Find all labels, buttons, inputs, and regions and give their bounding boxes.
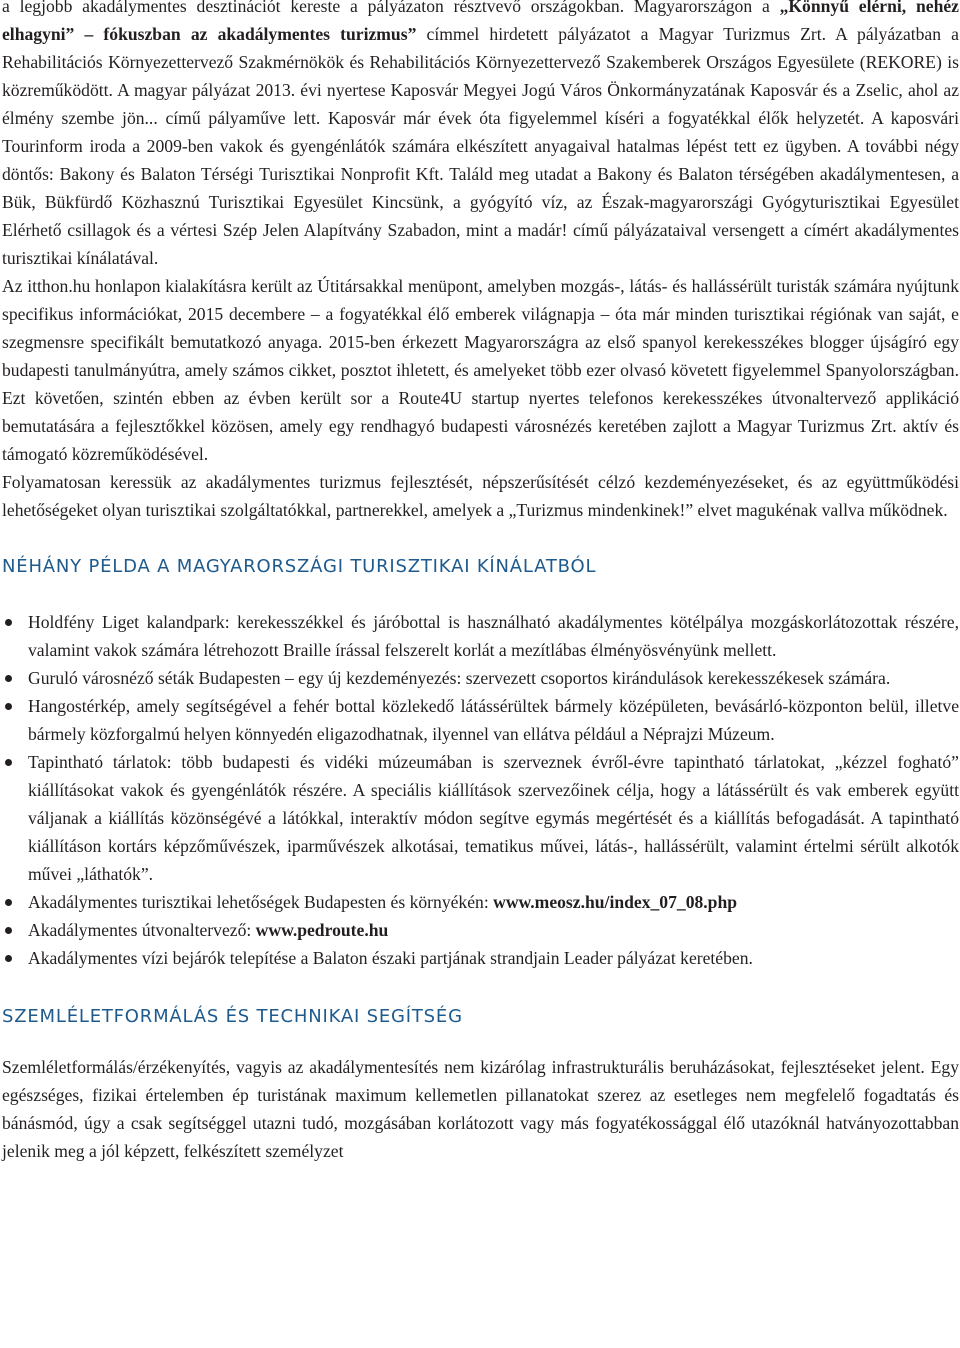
list-item-link[interactable]: www.pedroute.hu [255,920,389,940]
section-heading-examples: NÉHÁNY PÉLDA A MAGYARORSZÁGI TURISZTIKAI KÍNÁLATBÓL [2,556,597,577]
bullet-icon [5,927,12,934]
list-item [2,664,959,692]
section-heading-awareness: SZEMLÉLETFORMÁLÁS ÉS TECHNIKAI SEGÍTSÉG [2,1006,463,1027]
examples-list [2,608,959,972]
intro-section [2,0,959,524]
bullet-icon [5,899,12,906]
bullet-icon [5,675,12,682]
list-item-text: Akadálymentes vízi bejárók telepítése a Balaton északi partjának strandjain Leader pályázat keretében. [28,948,753,968]
bullet-icon [5,955,12,962]
list-item-link[interactable]: www.meosz.hu/index_07_08.php [493,892,738,912]
awareness-paragraph: Szemléletformálás/érzékenyítés, vagyis az akadálymentesítés nem kizárólag infrastrukturális beruházásokat, fejlesztéseket jelent. Egy egészséges, fizikai értelemben ép turistának maximum kellemetlen pillanatokat szerez az esetleges nem megfelelő fogadtatás és bánásmód, úgy a csak segítséggel utazni tudó, mozgásában korlátozott vagy más fogyatékossággal élő utazóknál hatványozottabban jelenik meg a jól képzett, felkészített személyzet [2,1057,959,1161]
intro-paragraph-3: Folyamatosan keressük az akadálymentes turizmus fejlesztését, népszerűsítését célzó kezdeményezéseket, és az együttműködési lehetőségeket olyan turisztikai szolgáltatókkal, partnerekkel, amelyek a „Turizmus mindenkinek!” elvet magukénak vallva működnek. [2,472,959,520]
intro-paragraph-2: Az itthon.hu honlapon kialakításra került az Útitársakkal menüpont, amelyben mozgás-, látás- és hallássérült turisták számára nyújtunk specifikus információkat, 2015 decembere – a fogyatékkal élő emberek világnapja – óta már minden turisztikai régiónak van saját, e szegmensre specifikált bemutatkozó anyaga. 2015-ben érkezett Magyarországra az első spanyol kerekesszékes blogger újságíró egy budapesti tanulmányútra, amely számos cikket, posztot ihletett, és amelyeket több ezer olvasó követett figyelemmel Spanyolországban. Ezt követően, szintén ebben az évben került sor a Route4U startup nyertes telefonos kerekesszékes útvonaltervező applikáció bemutatására a fejlesztőkkel közösen, amely egy rendhagyó budapesti városnézés keretében zajlott a Magyar Turizmus Zrt. aktív és támogató közreműködésével. [2,276,959,464]
list-item [2,888,959,916]
list-item-text: Tapintható tárlatok: több budapesti és vidéki múzeumában is szerveznek évről-évre tapintható tárlatokat, „kézzel fogható” kiállításokat vakok és gyengénlátók részére. A speciális kiállítások szervezőinek célja, hogy a látássérült és vak emberek együtt váljanak a kiállítás közönségévé a látókkal, interaktív módon segítve egymás megértését és a kiállítás befogadását. A tapintható kiállításon kortárs képzőművészek, iparművészek alkotásai, tematikus művei, látás-, hallássérült, valamint értelmi sérült alkotók művei „láthatók”. [28,752,959,884]
list-item-text: Holdfény Liget kalandpark: kerekesszékkel és járóbottal is használható akadálymentes kötélpálya mozgáskorlátozottak részére, valamint vakok számára létrehozott Braille írással felszerelt korlát a mezítlábas élményösvényünk mellett. [28,612,959,660]
intro-paragraph-1 [2,0,959,272]
list-item [2,692,959,748]
list-item [2,916,959,944]
list-item-text: Hangostérkép, amely segítségével a fehér bottal közlekedő látássérültek bármely középületen, bevásárló-központon belül, illetve bármely közforgalmú helyen könnyedén eligazodhatnak, ilyennel van ellátva például a Néprajzi Múzeum. [28,696,959,744]
list-item [2,944,959,972]
bullet-icon [5,619,12,626]
intro-text-b: címmel hirdetett pályázatot a Magyar Turizmus Zrt. A pályázatban a Rehabilitációs Környezettervező Szakmérnökök és Rehabilitációs Környezettervező Szakemberek Országos Egyesülete (REKORE) is közreműködött. A magyar pályázat 2013. évi nyertese Kaposvár Megyei Jogú Város Önkormányzatának Kaposvár és a Zselic, ahol az élmény szembe jön... című pályaműve lett. Kaposvár már évek óta figyelemmel kíséri a fogyatékkal élők helyzetét. A kaposvári Tourinform iroda a 2009-ben vakok és gyengénlátók számára elkészített anyagaival hatalmas lépést tett ez ügyben. A további négy döntős: Bakony és Balaton Térségi Turisztikai Nonprofit Kft. Találd meg utadat a Bakony és Balaton térségében akadálymentesen, a Bük, Bükfürdő Közhasznú Turisztikai Egyesület Kincsünk, a gyógyító víz, az Észak-magyarországi Gyógyturisztikai Egyesület Elérhető csillagok és a vértesi Szép Jelen Alapítvány Szabadon, mint a madár! című pályázataival versengett a címért akadálymentes turisztikai kínálatával. [2,24,959,268]
list-item-text: Akadálymentes turisztikai lehetőségek Budapesten és környékén: [28,892,494,912]
list-item-text: Akadálymentes útvonaltervező: [28,920,256,940]
bullet-icon [5,759,12,766]
list-item [2,608,959,664]
campaign-title: „Könnyű elérni, nehéz elhagyni” – fókuszban az akadálymentes turizmus” [2,0,959,44]
list-item [2,748,959,888]
intro-text-a: a legjobb akadálymentes desztinációt kereste a pályázaton résztvevő országokban. Magyarországon a [2,0,780,16]
bullet-icon [5,703,12,710]
list-item-text: Guruló városnéző séták Budapesten – egy új kezdeményezés: szervezett csoportos kirándulások kerekesszékesek számára. [28,668,891,688]
